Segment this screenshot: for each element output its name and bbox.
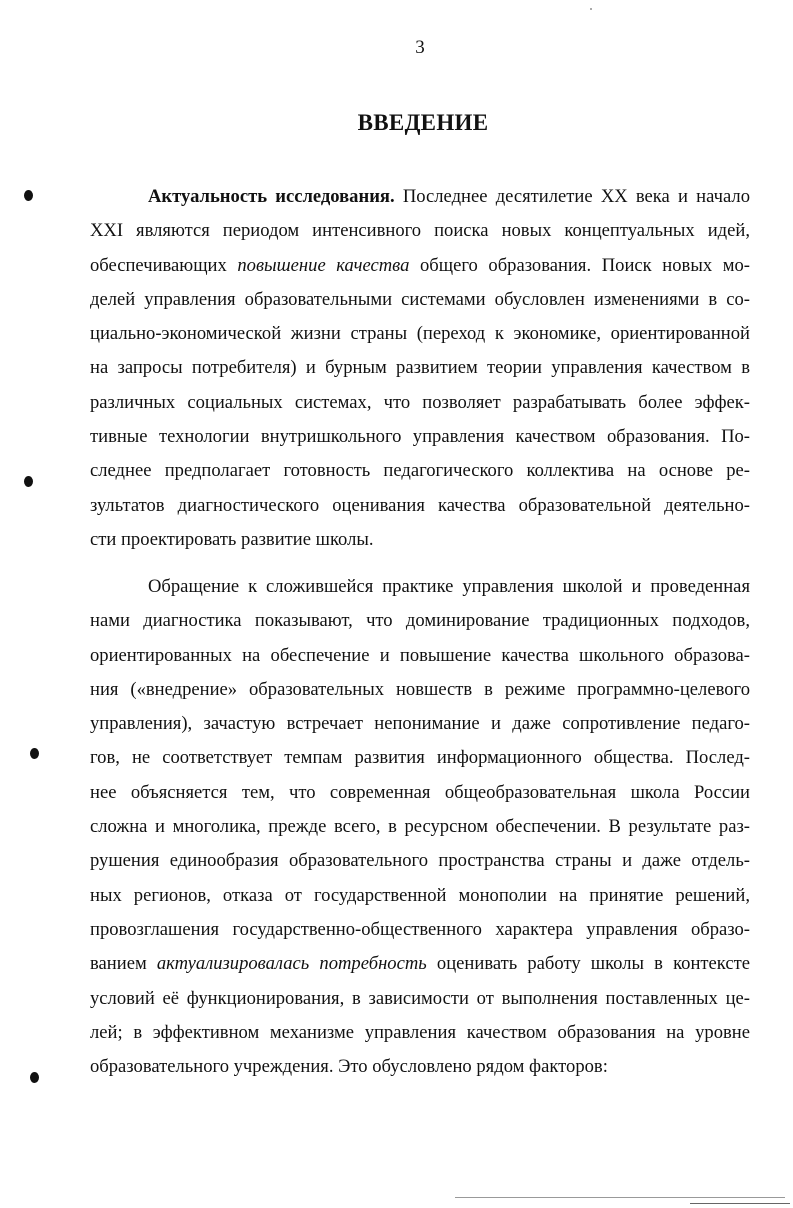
- scan-speck: [590, 8, 592, 10]
- margin-dot: [30, 1072, 39, 1083]
- italic-emphasis: повышение качества: [237, 254, 410, 276]
- text-line: XXI являются периодом интенсивного поиска новых концептуальных идей,: [90, 220, 750, 242]
- text-line: провозглашения государственно-общественного характера управления образо-: [90, 918, 750, 940]
- paragraph-practice: [90, 570, 750, 1084]
- text-line: Обращение к сложившейся практике управления школой и проведенная: [148, 576, 750, 597]
- text-line: нами диагностика показывают, что доминирование традиционных подходов,: [90, 610, 750, 632]
- text-line: ных регионов, отказа от государственной монополии на принятие решений,: [90, 884, 750, 906]
- text-line: гов, не соответствует темпам развития информационного общества. Послед-: [90, 747, 750, 769]
- margin-dot: [30, 748, 39, 759]
- text-line: следнее предполагает готовность педагогического коллектива на основе ре-: [90, 460, 750, 482]
- margin-dot: [24, 190, 33, 201]
- text-line: рушения единообразия образовательного пространства страны и даже отдель-: [90, 850, 750, 872]
- bold-lead: Актуальность исследования.: [148, 186, 395, 207]
- text-line: управления), зачастую встречает непонимание и даже сопротивление педаго-: [90, 713, 750, 735]
- text-line: Актуальность исследования. Последнее десятилетие XX века и начало: [148, 186, 750, 207]
- text-line: образовательного учреждения. Это обусловлено рядом факторов:: [90, 1056, 608, 1078]
- text-line: условий её функционирования, в зависимости от выполнения поставленных це-: [90, 987, 750, 1009]
- paragraph-relevance: [90, 180, 750, 557]
- scan-edge-line: [690, 1203, 790, 1204]
- text-line: зультатов диагностического оценивания качества образовательной деятельно-: [90, 494, 750, 516]
- text-line: различных социальных системах, что позволяет разрабатывать более эффек-: [90, 391, 750, 413]
- text-line: лей; в эффективном механизме управления качеством образования на уровне: [90, 1021, 750, 1043]
- text-line: на запросы потребителя) и бурным развитием теории управления качеством в: [90, 357, 750, 379]
- text-line: делей управления образовательными системами обусловлен изменениями в со-: [90, 288, 750, 310]
- text-line: обеспечивающих повышение качества общего образования. Поиск новых мо-: [90, 254, 750, 276]
- text-line: ванием актуализировалась потребность оценивать работу школы в контексте: [90, 953, 750, 975]
- text-line: тивные технологии внутришкольного управления качеством образования. По-: [90, 426, 750, 448]
- text-line: ния («внедрение» образовательных новшеств в режиме программно-целевого: [90, 678, 750, 700]
- text-line: ориентированных на обеспечение и повышение качества школьного образова-: [90, 644, 750, 666]
- text-line: сти проектировать развитие школы.: [90, 528, 374, 550]
- scan-edge-line: [455, 1197, 785, 1198]
- text-line: нее объясняется тем, что современная общеобразовательная школа России: [90, 781, 750, 803]
- text-line: сложна и многолика, прежде всего, в ресурсном обеспечении. В результате раз-: [90, 816, 750, 838]
- page-number: 3: [415, 37, 425, 58]
- italic-emphasis: актуализировалась потребность: [156, 953, 427, 975]
- text-line: циально-экономической жизни страны (переход к экономике, ориентированной: [90, 323, 750, 345]
- section-heading: ВВЕДЕНИЕ: [357, 110, 489, 135]
- margin-dot: [24, 476, 33, 487]
